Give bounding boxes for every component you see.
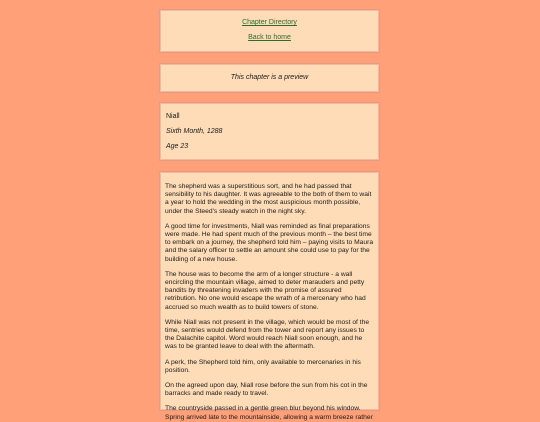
story-paragraph: A good time for investments, Niall was reminded as final preparations were made. He had spent much of the previous month – the best time to embark on a journey, the shepherd told him – paying visits to Maura and the salary officer to settle an amount she could use to pay for the building of a new house. bbox=[165, 222, 374, 263]
chapter-meta-box bbox=[159, 102, 380, 161]
story-paragraph: On the agreed upon day, Niall rose before the sun from his cot in the barracks and made ready to travel. bbox=[165, 382, 368, 398]
character-name: Niall bbox=[166, 113, 180, 120]
story-paragraph: While Niall was not present in the village, which would be most of the time, sentries would defend from the tower and report any issues to the Dalachite capitol. Word would reach Niall soon enough, and he was to be granted leave to deal with the aftermath. bbox=[165, 318, 370, 351]
preview-notice: This chapter is a preview bbox=[230, 74, 309, 81]
story-paragraph: The shepherd was a superstitious sort, and he had passed that sensibility to his daughter. It was agreeable to the both of them to wait a year to hold the wedding in the most auspicious month possible, under the Steed's steady watch in the night sky. bbox=[165, 183, 372, 215]
story-paragraph: The house was to become the arm of a longer structure - a wall encircling the mountain village, aimed to deter marauders and petty bandits by threatening invaders with the promise of assured retribution. No one would escape the wrath of a mercenary who had accrued so much wealth as to build towers of stone. bbox=[165, 270, 366, 311]
chapter-date: Sixth Month, 1288 bbox=[166, 128, 223, 135]
preview-notice-box bbox=[159, 63, 380, 93]
character-age: Age 23 bbox=[166, 143, 189, 150]
story-paragraph: A perk, the Shepherd told him, only available to mercenaries in his position. bbox=[165, 358, 361, 374]
chapter-directory-link[interactable]: Chapter Directory bbox=[242, 19, 297, 26]
story-text-box bbox=[159, 171, 380, 421]
back-to-home-link[interactable]: Back to home bbox=[248, 34, 291, 41]
story-paragraph: The countryside passed in a gentle green blur beyond his window. Spring arrived late to the mountainside, allowing a warm breeze rather bbox=[165, 405, 373, 421]
navigation-box bbox=[159, 9, 380, 53]
